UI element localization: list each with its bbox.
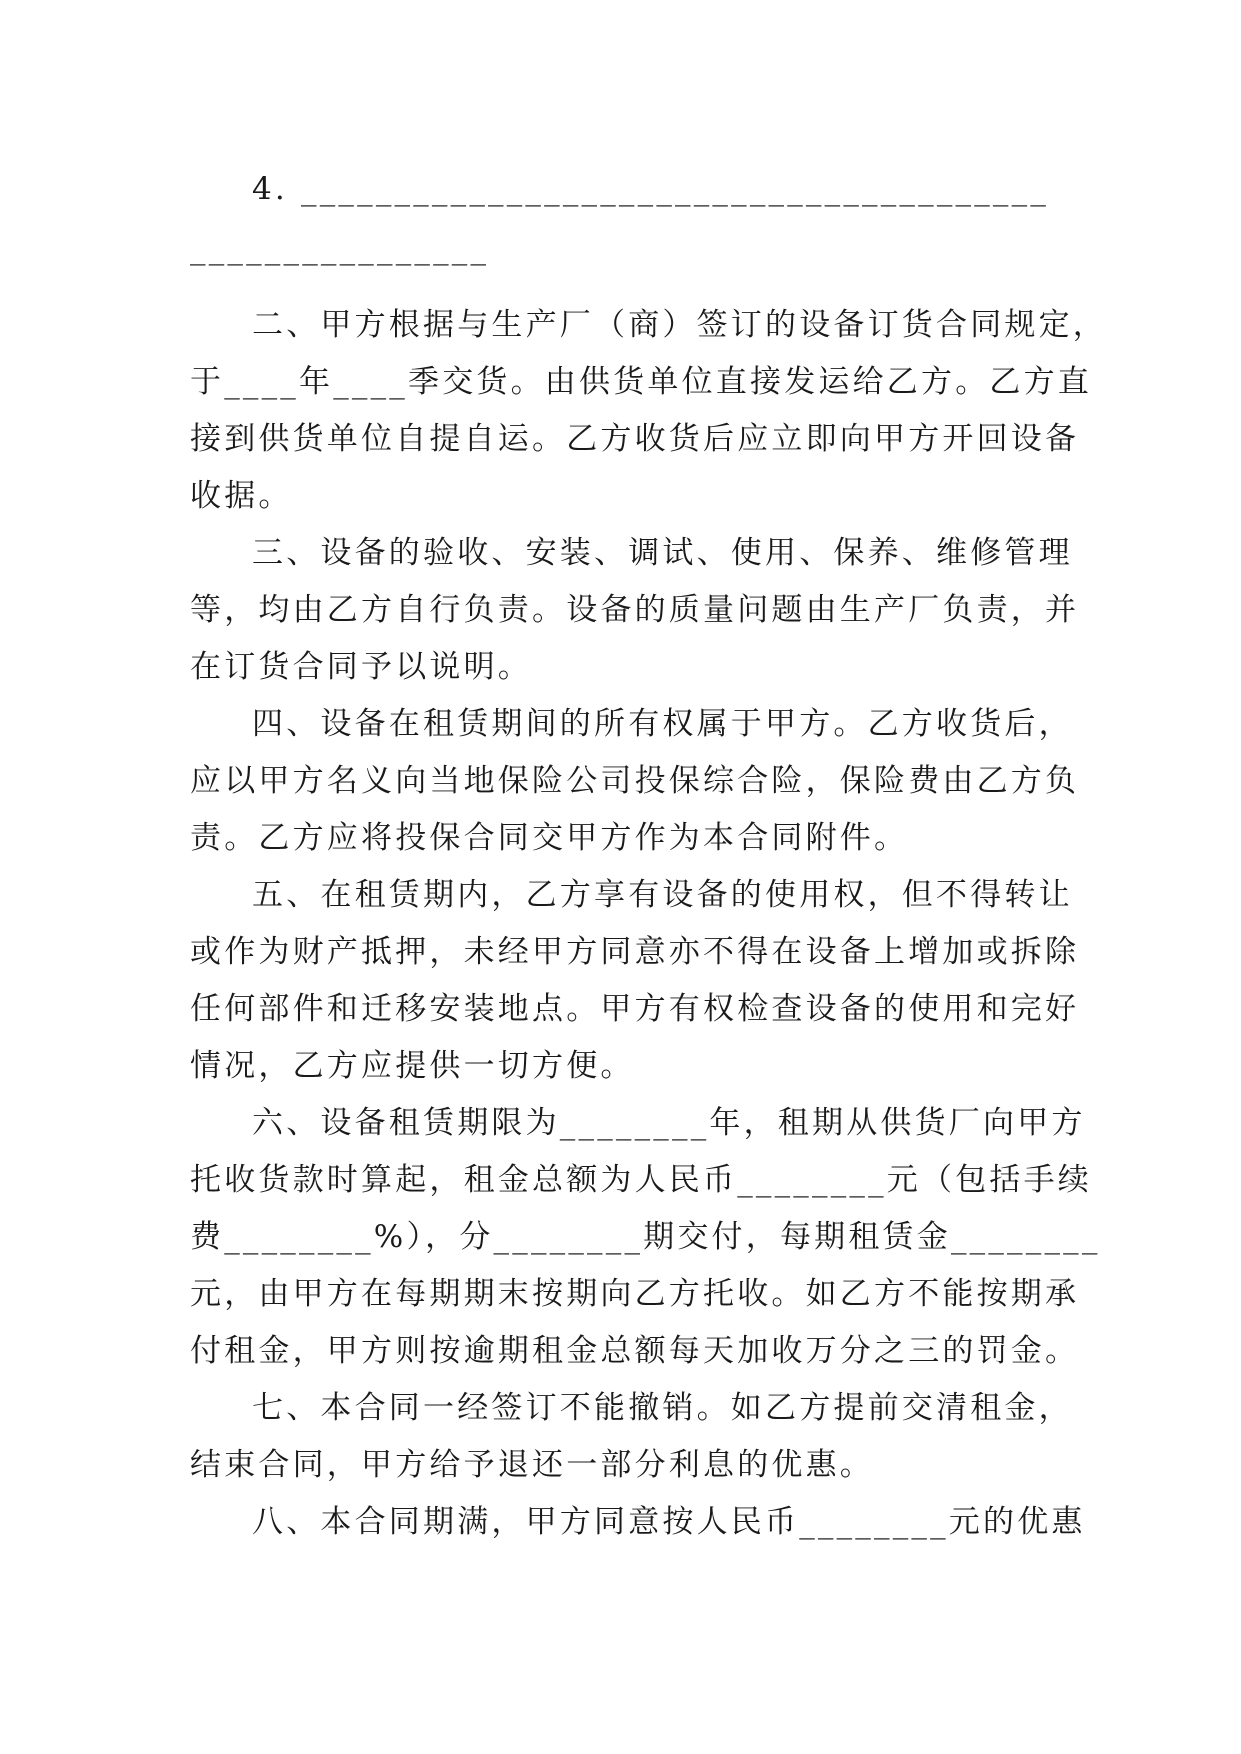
- clause-2-line-1: 二、甲方根据与生产厂（商）签订的设备订货合同规定，: [252, 307, 1107, 343]
- clause-2-line-2: 于____年____季交货。由供货单位直接发运给乙方。乙方直: [190, 364, 1092, 400]
- clause-5-line-3: 任何部件和迁移安装地点。甲方有权检查设备的使用和完好: [190, 991, 1080, 1027]
- clause-8-line-1: 八、本合同期满，甲方同意按人民币________元的优惠: [252, 1504, 1086, 1540]
- clause-2-line-4: 收据。: [190, 478, 293, 514]
- clause-6-line-1: 六、设备租赁期限为________年，租期从供货厂向甲方: [252, 1105, 1086, 1141]
- clause-7-line-1: 七、本合同一经签订不能撤销。如乙方提前交清租金，: [252, 1390, 1073, 1426]
- clause-5-line-2: 或作为财产抵押，未经甲方同意亦不得在设备上增加或拆除: [190, 934, 1080, 970]
- clause-4-line-1: 四、设备在租赁期间的所有权属于甲方。乙方收货后，: [252, 706, 1073, 742]
- clause-6-line-4: 元，由甲方在每期期末按期向乙方托收。如乙方不能按期承: [190, 1276, 1080, 1312]
- clause-5-line-1: 五、在租赁期内，乙方享有设备的使用权，但不得转让: [252, 877, 1073, 913]
- clause-5-line-4: 情况，乙方应提供一切方便。: [190, 1048, 635, 1084]
- clause-4-line-3: 责。乙方应将投保合同交甲方作为本合同附件。: [190, 820, 909, 856]
- clause-6-line-2: 托收货款时算起，租金总额为人民币________元（包括手续: [190, 1162, 1092, 1198]
- clause-3-line-3: 在订货合同予以说明。: [190, 649, 532, 685]
- clause-6-line-5: 付租金，甲方则按逾期租金总额每天加收万分之三的罚金。: [190, 1333, 1080, 1369]
- clause-4-line-2: 应以甲方名义向当地保险公司投保综合险，保险费由乙方负: [190, 763, 1080, 799]
- clause-3-line-1: 三、设备的验收、安装、调试、使用、保养、维修管理: [252, 535, 1073, 571]
- clause-3-line-2: 等，均由乙方自行负责。设备的质量问题由生产厂负责，并: [190, 592, 1080, 628]
- line-blank-continuation: ________________: [190, 230, 490, 266]
- line-item-4-blank: 4. ________________________________________: [252, 171, 1050, 207]
- clause-6-line-3: 费________%），分________期交付，每期租赁金________: [190, 1219, 1101, 1255]
- clause-2-line-3: 接到供货单位自提自运。乙方收货后应立即向甲方开回设备: [190, 421, 1080, 457]
- clause-7-line-2: 结束合同，甲方给予退还一部分利息的优惠。: [190, 1447, 874, 1483]
